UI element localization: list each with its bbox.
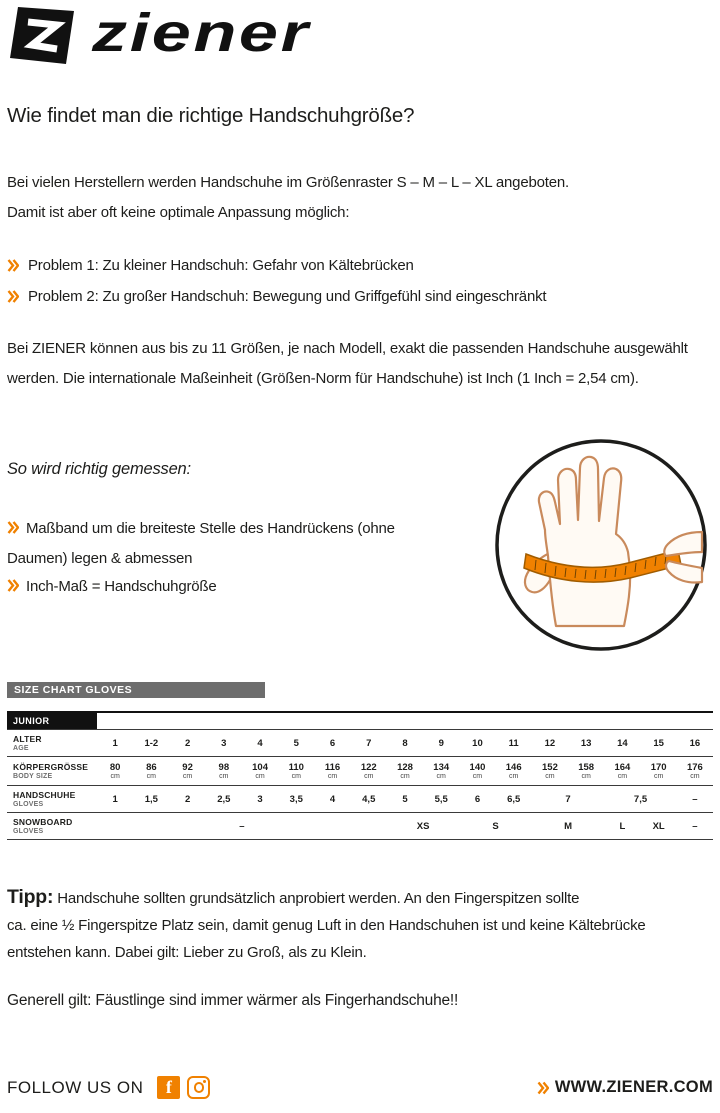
- group-label: JUNIOR: [7, 712, 97, 730]
- size-row-snowboard: [7, 813, 713, 840]
- row-label-age: ALTER AGE: [13, 734, 42, 752]
- website-url: WWW.ZIENER.COM: [554, 1078, 713, 1096]
- problem-list: [7, 250, 546, 312]
- tip-label: Tipp:: [7, 886, 54, 908]
- size-cell: 128 cm: [397, 762, 413, 780]
- size-cell: 6,5: [507, 793, 521, 805]
- tip-line: Handschuhe sollten grundsätzlich anprobiert werden. An den Fingerspitzen sollte: [57, 890, 580, 907]
- website-link[interactable]: [537, 1078, 713, 1097]
- instagram-icon[interactable]: [187, 1076, 210, 1099]
- size-chart-title-bar: SIZE CHART GLOVES: [7, 682, 265, 698]
- size-cell: –: [239, 820, 245, 832]
- size-cell: 98 cm: [218, 762, 230, 780]
- hand-measure-illustration: [492, 436, 710, 659]
- facebook-icon[interactable]: f: [157, 1076, 180, 1099]
- chevron-bullet-icon: [7, 521, 19, 534]
- step-text: Inch-Maß = Handschuhgröße: [26, 578, 217, 595]
- hand-with-measuring-tape-icon: [492, 436, 710, 654]
- list-item: [7, 250, 546, 281]
- intro-line: Bei vielen Herstellern werden Handschuhe im Größenraster S – M – L – XL angeboten.: [7, 174, 569, 191]
- website-chevron-icon: [537, 1081, 549, 1095]
- general-note: Generell gilt: Fäustlinge sind immer wärmer als Fingerhandschuhe!!: [7, 992, 459, 1009]
- size-cell: 80 cm: [109, 762, 121, 780]
- size-cell: 2: [184, 793, 191, 805]
- size-cell: 170 cm: [650, 762, 667, 780]
- tip-line: ca. eine ½ Fingerspitze Platz sein, damit genug Luft in den Handschuhen ist und keine Kältebrücke: [7, 917, 646, 934]
- size-cell: L: [619, 820, 626, 832]
- size-cell: 116 cm: [324, 762, 341, 780]
- chevron-bullet-icon: [7, 290, 19, 303]
- row-label-body-size: KÖRPERGRÖSSE BODY SIZE: [13, 762, 89, 780]
- size-cell: 146 cm: [505, 762, 522, 780]
- measuring-step-2: [7, 572, 217, 602]
- size-cell: 104 cm: [252, 762, 268, 780]
- size-cell: S: [492, 820, 499, 832]
- size-cell: 4: [329, 793, 336, 805]
- size-cell: –: [692, 820, 698, 832]
- size-row-body-size: [7, 757, 713, 786]
- size-cell: 2: [184, 737, 191, 749]
- size-cell: 6: [474, 793, 481, 805]
- size-cell: 140 cm: [469, 762, 486, 780]
- size-cell: 13: [580, 737, 592, 749]
- size-cell: 5,5: [434, 793, 448, 805]
- intro-line: Damit ist aber oft keine optimale Anpassung möglich:: [7, 204, 350, 221]
- problem-text: Problem 2: Zu großer Handschuh: Bewegung und Griffgefühl sind eingeschränkt: [28, 288, 547, 305]
- size-cell: 3: [257, 793, 263, 805]
- size-cell: 1: [112, 737, 118, 749]
- size-cell: 4: [257, 737, 263, 749]
- size-cell: 134 cm: [433, 762, 450, 780]
- size-cell: 1: [112, 793, 118, 805]
- size-cell: –: [692, 793, 698, 805]
- ziener-emblem-icon: [10, 7, 74, 64]
- intro-paragraph: [7, 168, 569, 228]
- instagram-dot: [203, 1080, 206, 1083]
- size-cell: 1,5: [144, 793, 158, 805]
- size-cell: 164 cm: [614, 762, 631, 780]
- size-cell: XS: [416, 820, 430, 832]
- size-cell: 1-2: [144, 737, 159, 749]
- size-row-age: [7, 730, 713, 757]
- size-cell: 3: [221, 737, 227, 749]
- size-cell: M: [564, 820, 572, 832]
- row-label-snowboard: SNOWBOARD GLOVES: [13, 817, 73, 835]
- size-table-body: [7, 712, 713, 840]
- size-cell: 176 cm: [686, 762, 703, 780]
- size-cell: 11: [508, 737, 519, 749]
- size-row-gloves: [7, 786, 713, 813]
- sizes-paragraph: [7, 334, 688, 394]
- problem-text: Problem 1: Zu kleiner Handschuh: Gefahr von Kältebrücken: [28, 257, 414, 274]
- size-cell: 86 cm: [146, 762, 157, 780]
- size-cell: 5: [402, 793, 408, 805]
- size-cell: 3,5: [289, 793, 303, 805]
- size-cell: 14: [617, 737, 628, 749]
- size-cell: 12: [544, 737, 556, 749]
- sizes-line: Bei ZIENER können aus bis zu 11 Größen, je nach Modell, exakt die passenden Handschuhe ausgewählt: [7, 340, 688, 357]
- size-cell: 122 cm: [360, 762, 377, 780]
- chevron-bullet-icon: [7, 259, 19, 272]
- tip-paragraph: [7, 884, 715, 966]
- size-chart-table: [7, 711, 713, 840]
- size-cell: 4,5: [362, 793, 376, 805]
- size-cell: 7,5: [633, 793, 648, 805]
- group-header-spacer: [97, 712, 713, 730]
- size-cell: 7: [565, 793, 571, 805]
- follow-us-label: FOLLOW US ON: [7, 1077, 144, 1097]
- page-title: Wie findet man die richtige Handschuhgröße?: [7, 104, 415, 127]
- size-cell: 15: [653, 737, 664, 749]
- size-cell: 92 cm: [182, 762, 193, 780]
- size-cell: XL: [652, 820, 665, 832]
- size-cell: 16: [689, 737, 701, 749]
- size-cell: 8: [402, 737, 408, 749]
- chevron-bullet-icon: [7, 579, 19, 592]
- footer: [7, 1076, 713, 1099]
- brand-logo: [10, 3, 311, 64]
- group-header-row: [7, 712, 713, 730]
- list-item: [7, 281, 546, 312]
- measuring-step-1: [7, 514, 403, 574]
- size-cell: 9: [438, 737, 444, 749]
- sizes-line: werden. Die internationale Maßeinheit (Größen-Norm für Handschuhe) ist Inch (1 Inch = 2,54 cm).: [7, 370, 639, 387]
- instagram-lens: [194, 1082, 205, 1093]
- size-cell: 7: [366, 737, 372, 749]
- size-chart: [7, 711, 713, 840]
- tip-line: entstehen kann. Dabei gilt: Lieber zu Groß, als zu Klein.: [7, 944, 367, 961]
- size-cell: 152 cm: [542, 762, 558, 780]
- size-cell: 110 cm: [288, 762, 304, 780]
- row-label-gloves: HANDSCHUHE GLOVES: [13, 790, 76, 808]
- measuring-heading: So wird richtig gemessen:: [7, 460, 191, 478]
- size-cell: 6: [329, 737, 336, 749]
- step-text: Maßband um die breiteste Stelle des Handrückens (ohne Daumen) legen & abmessen: [7, 520, 395, 567]
- size-cell: 5: [293, 737, 299, 749]
- size-cell: 158 cm: [578, 762, 595, 780]
- social-icons: [157, 1076, 210, 1099]
- brand-wordmark: ziener: [92, 3, 311, 63]
- size-cell: 2,5: [217, 793, 231, 805]
- size-cell: 10: [472, 737, 483, 749]
